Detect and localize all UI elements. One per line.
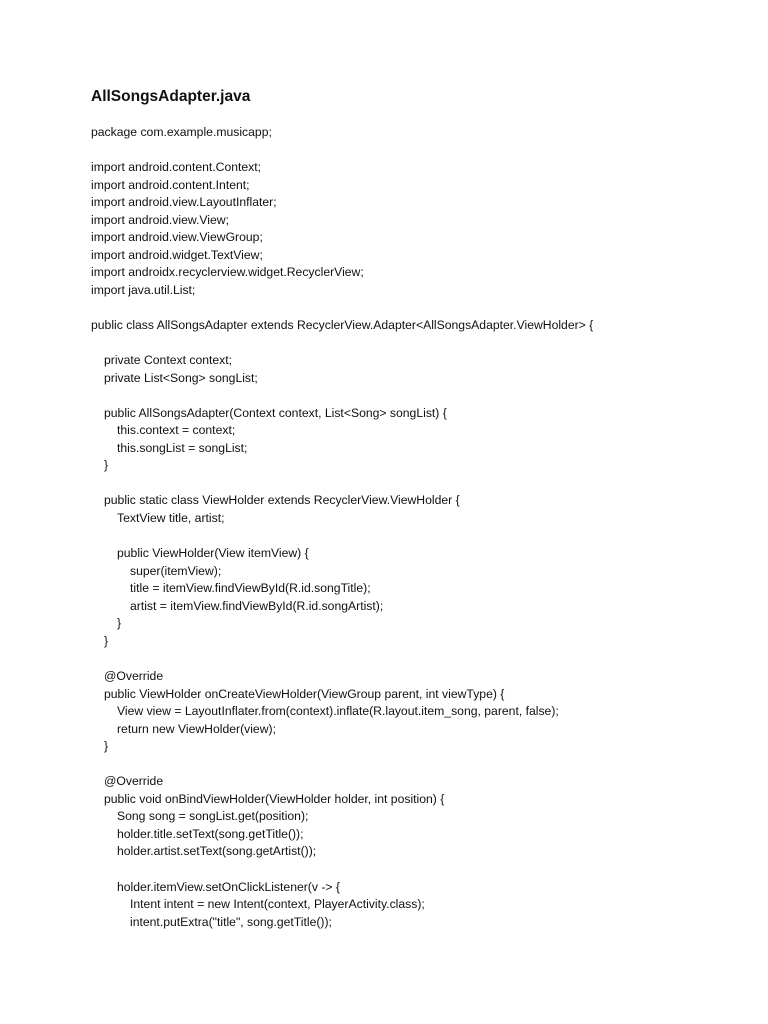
code-line: import android.view.ViewGroup; xyxy=(91,230,263,245)
code-line: import android.widget.TextView; xyxy=(91,247,263,262)
blank-line xyxy=(91,142,593,160)
code-line: holder.artist.setText(song.getArtist()); xyxy=(117,844,317,859)
code-block xyxy=(91,124,593,931)
code-line: public void onBindViewHolder(ViewHolder holder, int position) { xyxy=(104,791,445,806)
code-line: import android.content.Intent; xyxy=(91,177,250,192)
code-line: intent.putExtra("title", song.getTitle()); xyxy=(130,914,332,929)
code-line: } xyxy=(104,633,109,648)
code-line: View view = LayoutInflater.from(context).inflate(R.layout.item_song, parent, false); xyxy=(117,704,559,719)
code-line: return new ViewHolder(view); xyxy=(117,721,276,736)
code-line: } xyxy=(117,616,122,631)
code-line: title = itemView.findViewById(R.id.songTitle); xyxy=(130,581,371,596)
code-line: this.songList = songList; xyxy=(117,440,248,455)
code-line: public ViewHolder onCreateViewHolder(ViewGroup parent, int viewType) { xyxy=(104,686,505,701)
code-line: import android.view.LayoutInflater; xyxy=(91,195,277,210)
code-line: this.context = context; xyxy=(117,423,236,438)
code-line: import android.content.Context; xyxy=(91,160,262,175)
code-line: public AllSongsAdapter(Context context, List<Song> songList) { xyxy=(104,405,447,420)
code-line: Song song = songList.get(position); xyxy=(117,809,309,824)
code-line: holder.itemView.setOnClickListener(v -> { xyxy=(117,879,340,894)
code-line: TextView title, artist; xyxy=(117,511,225,526)
blank-line xyxy=(91,299,593,317)
code-line: super(itemView); xyxy=(130,563,222,578)
blank-line xyxy=(91,861,593,879)
code-line: Intent intent = new Intent(context, PlayerActivity.class); xyxy=(130,897,425,912)
code-line: public class AllSongsAdapter extends RecyclerView.Adapter<AllSongsAdapter.ViewHolder> { xyxy=(91,318,594,333)
code-line: artist = itemView.findViewById(R.id.songArtist); xyxy=(130,598,384,613)
blank-line xyxy=(91,335,593,353)
code-line: private Context context; xyxy=(104,353,233,368)
document-title: AllSongsAdapter.java xyxy=(91,88,251,105)
code-line: public ViewHolder(View itemView) { xyxy=(117,546,309,561)
code-line: import androidx.recyclerview.widget.RecyclerView; xyxy=(91,265,364,280)
blank-line xyxy=(91,528,593,546)
blank-line xyxy=(91,387,593,405)
code-line: @Override xyxy=(104,774,164,789)
code-line: private List<Song> songList; xyxy=(104,370,258,385)
code-line: import android.view.View; xyxy=(91,212,229,227)
code-line: holder.title.setText(song.getTitle()); xyxy=(117,826,304,841)
code-line: public static class ViewHolder extends RecyclerView.ViewHolder { xyxy=(104,493,460,508)
blank-line xyxy=(91,756,593,774)
code-line: @Override xyxy=(104,668,164,683)
code-line: } xyxy=(104,458,109,473)
code-line: } xyxy=(104,739,109,754)
code-line: import java.util.List; xyxy=(91,282,196,297)
code-line: package com.example.musicapp; xyxy=(91,125,272,139)
blank-line xyxy=(91,650,593,668)
blank-line xyxy=(91,475,593,493)
